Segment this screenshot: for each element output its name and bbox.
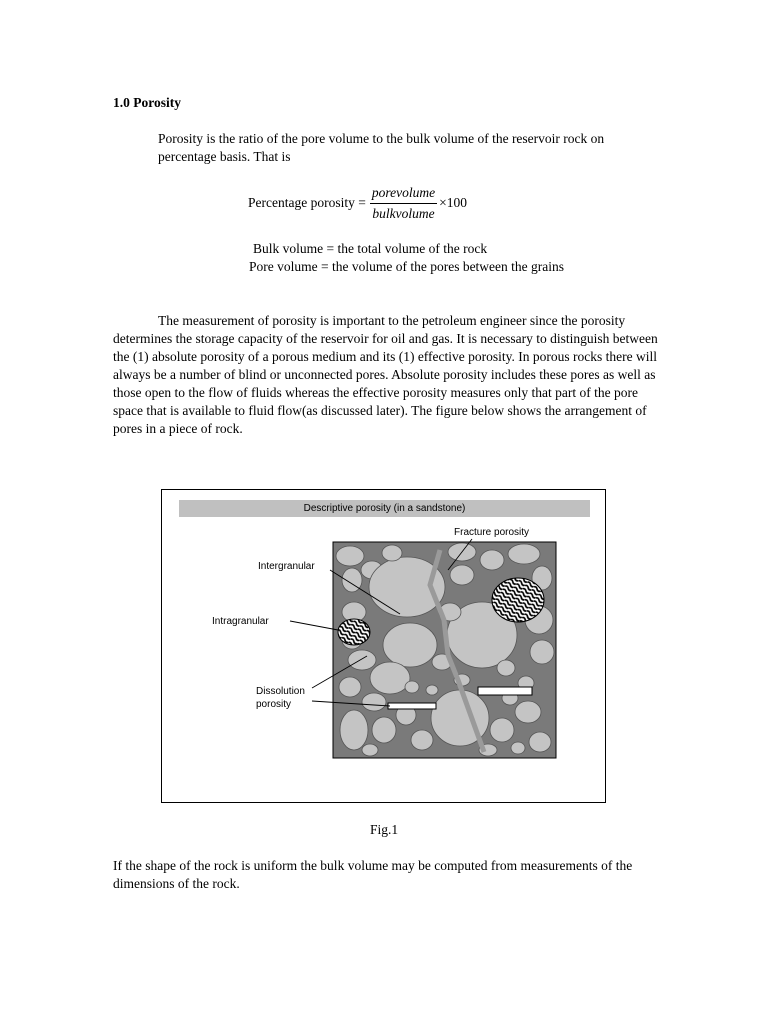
label-dissolution: Dissolution: [256, 686, 305, 697]
section-heading: 1.0 Porosity: [113, 95, 181, 110]
formula-numerator: porevolume: [370, 185, 437, 204]
label-fracture-porosity: Fracture porosity: [454, 527, 530, 538]
figure-title: Descriptive porosity (in a sandstone): [179, 500, 590, 517]
label-intergranular: Intergranular: [258, 561, 315, 572]
sandstone-illustration: [162, 490, 605, 802]
formula-denominator: bulkvolume: [372, 205, 435, 221]
intro-paragraph: Porosity is the ratio of the pore volume to the bulk volume of the reservoir rock on percentage basis. That is: [158, 131, 605, 164]
pore-volume-definition: Pore volume = the volume of the pores between the grains: [249, 259, 565, 274]
formula-fraction: [370, 185, 437, 222]
dissolution-pore-left: [388, 703, 436, 709]
label-intragranular: Intragranular: [212, 616, 269, 627]
label-dissolution-porosity: porosity: [256, 699, 292, 710]
bulk-volume-definition: Bulk volume = the total volume of the rock: [253, 241, 488, 256]
porosity-formula: [248, 184, 467, 222]
intragranular-grain-right: [492, 578, 544, 622]
bulk-volume-paragraph: If the shape of the rock is uniform the bulk volume may be computed from measurements of the dimensions of the rock.: [113, 858, 633, 891]
formula-lhs: Percentage porosity =: [248, 195, 366, 210]
measurement-paragraph: The measurement of porosity is important to the petroleum engineer since the porosity determines the storage capacity of the reservoir for oil and gas. It is necessary to distinguish between the (1) absolute porosity of a porous medium and its (1) effective porosity. In porous rocks there will always be a number of blind or unconnected pores. Absolute porosity includes these pores as well as those open to the flow of fluids whereas the effective porosity measures only that part of the pore space that is available to fluid flow(as discussed later). The figure below shows the arrangement of pores in a piece of rock.: [113, 313, 658, 436]
dissolution-pore-right: [478, 687, 532, 695]
figure-caption: Fig.1: [370, 822, 399, 837]
volume-definitions: [249, 240, 564, 276]
formula-multiplier: ×100: [439, 195, 467, 210]
intragranular-grain-left: [338, 619, 370, 645]
porosity-figure: [161, 489, 606, 803]
